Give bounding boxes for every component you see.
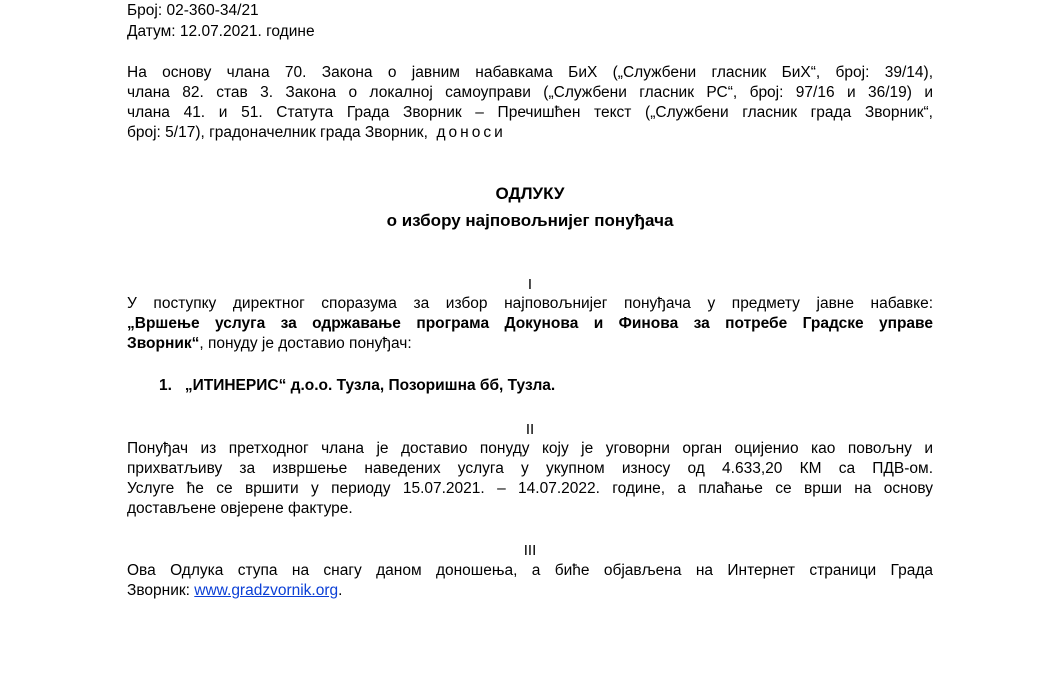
section-3-line-suffix: . [338, 582, 343, 599]
website-link[interactable]: www.gradzvornik.org [194, 582, 339, 599]
section-number-3: III [523, 542, 537, 559]
section-number-2: II [525, 421, 535, 438]
preamble-line: члана 41. и 51. Статута Града Зворник – Пречишћен текст („Службени гласник града Зворник“, [127, 104, 933, 121]
preamble-line-text: број: 5/17), градоначелник града Зворник, [127, 124, 428, 141]
section-3-line: Ова Одлука ступа на снагу даном доношења, а биће објављена на Интернет страници Града [127, 562, 933, 579]
subject-name-end: Зворник“ [127, 335, 200, 352]
section-1-line [127, 334, 933, 354]
preamble-paragraph [127, 63, 933, 143]
section-3-line [127, 581, 933, 601]
section-1-line-rest: , понуду је доставио понуђач: [199, 335, 412, 352]
section-1-line: У поступку директног споразума за избор најповољнијег понуђача у предмету јавне набавке: [127, 295, 933, 312]
section-2-line: прихватљиву за извршење наведених услуга у укупном износу од 4.633,20 КМ са ПДВ-ом. [127, 460, 933, 477]
section-2-line: Понуђач из претходног члана је доставио понуду коју је уговорни орган оцијенио као повољну и [127, 440, 933, 457]
bidder-item-number: 1. [159, 377, 172, 394]
section-3-line-prefix: Зворник: [127, 582, 195, 599]
section-2-line: достављене овјерене фактуре. [127, 500, 353, 517]
section-2-paragraph [127, 439, 933, 519]
section-1-paragraph [127, 294, 933, 354]
section-1-line: „Вршење услуга за одржавање програма Докунова и Финова за потребе Градске управе [127, 315, 933, 332]
document-number: Број: 02-360-34/21 [127, 2, 259, 19]
preamble-line: На основу члана 70. Закона о јавним набавкама БиХ („Службени гласник БиХ“, број: 39/14), [127, 64, 933, 81]
bidder-item-text: „ИТИНЕРИС“ д.о.о. Тузла, Позоришна бб, Тузла. [184, 377, 556, 394]
bidder-list-item [159, 376, 555, 396]
preamble-line [127, 123, 933, 143]
document-date: Датум: 12.07.2021. године [127, 23, 315, 40]
section-number-1: I [527, 276, 533, 293]
preamble-verb: доноси [436, 124, 506, 141]
section-3-paragraph [127, 561, 933, 601]
document-page [127, 0, 933, 675]
decision-subtitle: о избору најповољнијег понуђача [386, 211, 674, 230]
section-2-line: Услуге ће се вршити у периоду 15.07.2021. – 14.07.2022. године, а плаћање се врши на основу [127, 480, 933, 497]
preamble-line: члана 82. став 3. Закона о локалној самоуправи („Службени гласник РС“, број: 97/16 и 36/19) и [127, 84, 933, 101]
decision-title: ОДЛУКУ [495, 184, 565, 203]
